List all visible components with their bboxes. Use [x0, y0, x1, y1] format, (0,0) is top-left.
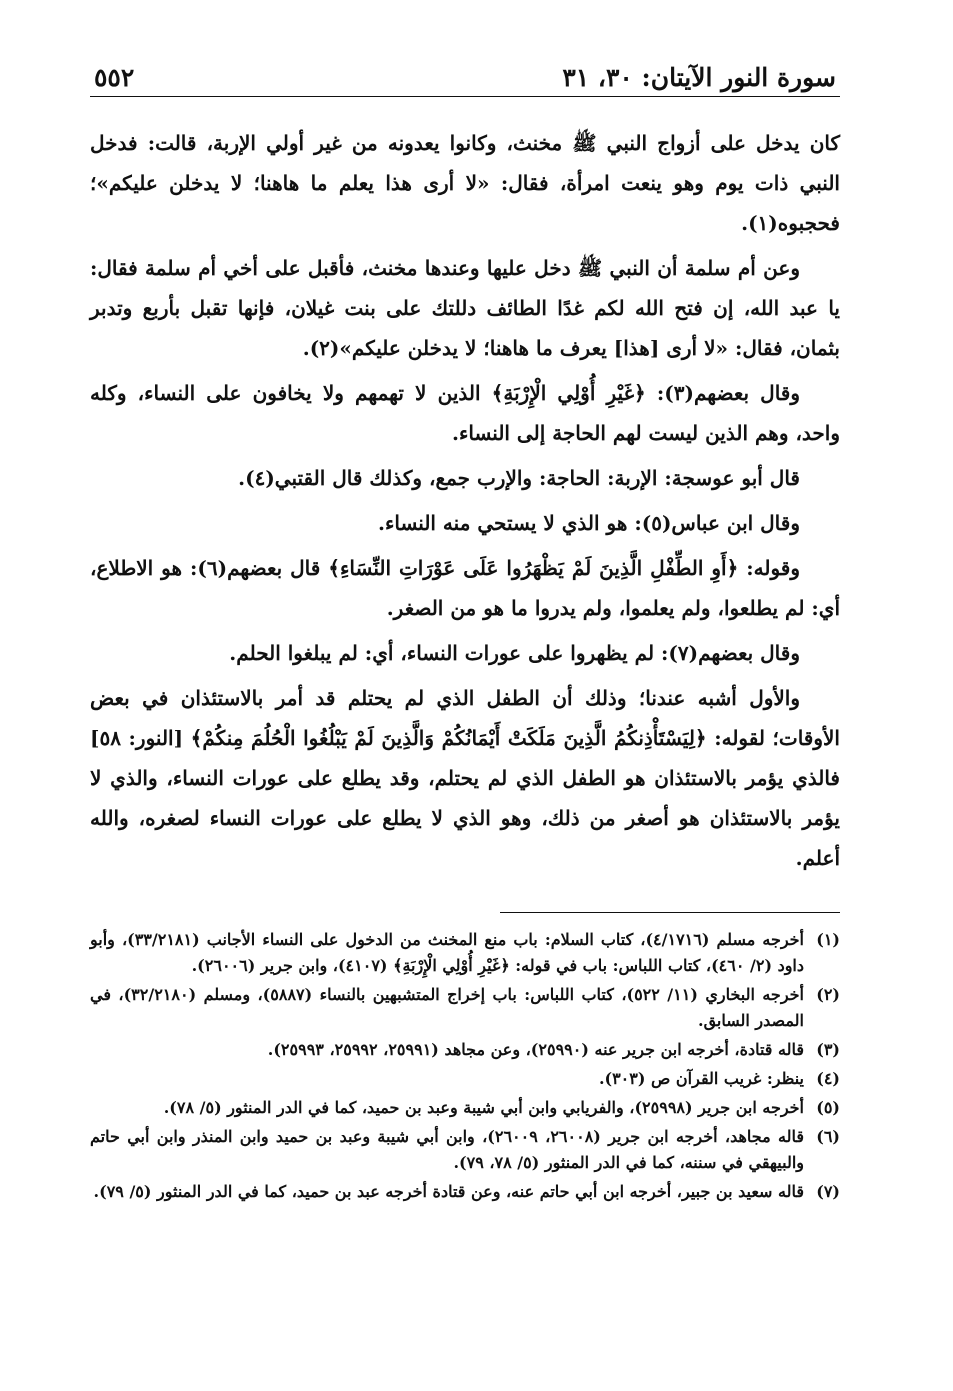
footnote-item: [90, 927, 840, 979]
paragraph: كان يدخل على أزواج النبي ﷺ مخنث، وكانوا يعدونه من غير أولي الإربة، قالت: فدخل النبي ذات يوم وهو ينعت امرأة، فقال: «لا أرى هذا يعلم ما هاهنا؛ لا يدخلن عليكم»؛ فحجبوه(١).: [90, 131, 840, 235]
main-text: [90, 123, 840, 878]
paragraph: وقال بعضهم(٣): ﴿غَيْرِ أُوْلِي الْإِرْبَةِ﴾ الذين لا تهمهم ولا يخافون على النساء، وكله واحد، وهم الذين ليست لهم الحاجة إلى النساء.: [90, 381, 840, 445]
footnote-number: (٢): [816, 985, 840, 1004]
book-page: [90, 52, 840, 1208]
paragraph: وعن أم سلمة أن النبي ﷺ دخل عليها وعندها مخنث، فأقبل على أخي أم سلمة فقال: يا عبد الله، إن فتح الله لكم غدًا الطائف دللتك على بنت غيلان، فإنها تقبل بأربع وتدبر بثمان، فقال: «لا أرى [هذا] يعرف ما هاهنا؛ لا يدخلن عليكم»(٢).: [90, 256, 840, 360]
paragraph: وقال ابن عباس(٥): هو الذي لا يستحي منه النساء.: [377, 511, 800, 535]
footnote-text: ينظر: غريب القرآن ص (٣٠٣).: [598, 1069, 804, 1088]
footnote-item: [90, 1124, 840, 1176]
paragraph: والأول أشبه عندنا؛ وذلك أن الطفل الذي لم يحتلم قد أمر بالاستئذان في بعض الأوقات؛ لقوله: ﴿لِيَسْتَأْذِنكُمُ الَّذِينَ مَلَكَتْ أَيْمَانُكُمْ وَالَّذِينَ لَمْ يَبْلُغُوا الْحُلُمَ مِنكُمْ﴾ [النور: ٥٨] فالذي يؤمر بالاستئذان هو الطفل الذي لم يحتلم، وقد يطلع على عورات النساء، والذي لا يؤمر بالاستئذان هو أصغر من ذلك، وهو الذي لا يطلع على عورات النساء لصغره، والله أعلم.: [90, 686, 840, 870]
footnote-text: أخرجه البخاري (١١/ ٥٢٢)، كتاب اللباس: باب إخراج المتشبهين بالنساء (٥٨٨٧)، ومسلم (٣٢/٢١٨٠)، في المصدر السابق.: [90, 985, 804, 1030]
footnote-number: (٧): [816, 1182, 840, 1201]
footnote-item: [90, 1179, 840, 1205]
footnote-item: [90, 982, 840, 1034]
footnote-number: (٤): [816, 1069, 840, 1088]
footnote-text: أخرجه ابن جرير (٢٥٩٩٨)، والفريابي وابن أبي شيبة وعبد بن حميد، كما في الدر المنثور (٥/ ٧٨).: [163, 1098, 804, 1117]
footnote-separator: [500, 912, 840, 913]
paragraph: قال أبو عوسجة: الإربة: الحاجة: والإرب جمع، وكذلك قال القتبي(٤).: [238, 466, 800, 490]
footnote-item: [90, 1066, 840, 1092]
footnote-number: (١): [816, 930, 840, 949]
paragraph: وقوله: ﴿أَوِ الطِّفْلِ الَّذِينَ لَمْ يَظْهَرُوا عَلَى عَوْرَاتِ النِّسَاءِ﴾ قال بعضهم(٦): هو الاطلاع، أي: لم يطلعوا، ولم يعلموا، ولم يدروا ما هو من الصغر.: [90, 556, 840, 620]
footnote-text: قاله مجاهد، أخرجه ابن جرير (٢٦٠٠٨، ٢٦٠٠٩)، وابن أبي شيبة وعبد بن حميد وابن المنذر وابن أبي حاتم والبيهقي في سننه، كما في الدر المنثور (٥/ ٧٨، ٧٩).: [90, 1127, 804, 1172]
paragraph: وقال بعضهم(٧): لم يظهروا على عورات النساء، أي: لم يبلغوا الحلم.: [229, 641, 800, 665]
footnote-text: قاله قتادة، أخرجه ابن جرير عنه (٢٥٩٩٠)، وعن مجاهد (٢٥٩٩١، ٢٥٩٩٢، ٢٥٩٩٣).: [267, 1040, 804, 1059]
footnotes: [90, 927, 840, 1205]
page-number: ٥٥٢: [94, 63, 135, 92]
footnote-text: قاله سعيد بن جبير، أخرجه ابن أبي حاتم عنه، وعن قتادة أخرجه عبد بن حميد، كما في الدر المنثور (٥/ ٧٩).: [93, 1182, 804, 1201]
footnote-item: [90, 1095, 840, 1121]
footnote-item: [90, 1037, 840, 1063]
footnote-number: (٦): [816, 1127, 840, 1146]
running-title: سورة النور الآيتان: ٣٠، ٣١: [562, 63, 836, 92]
page-header: [90, 52, 840, 97]
footnote-number: (٣): [816, 1040, 840, 1059]
footnote-number: (٥): [816, 1098, 840, 1117]
footnote-text: أخرجه مسلم (٤/١٧١٦)، كتاب السلام: باب منع المخنث من الدخول على النساء الأجانب (٣٣/٢١٨١)، وأبو داود (٢/ ٤٦٠)، كتاب اللباس: باب في قوله: ﴿غَيْرِ أُوْلِي الْإِرْبَةِ﴾ (٤١٠٧)، وابن جرير (٢٦٠٠٦).: [90, 930, 804, 975]
